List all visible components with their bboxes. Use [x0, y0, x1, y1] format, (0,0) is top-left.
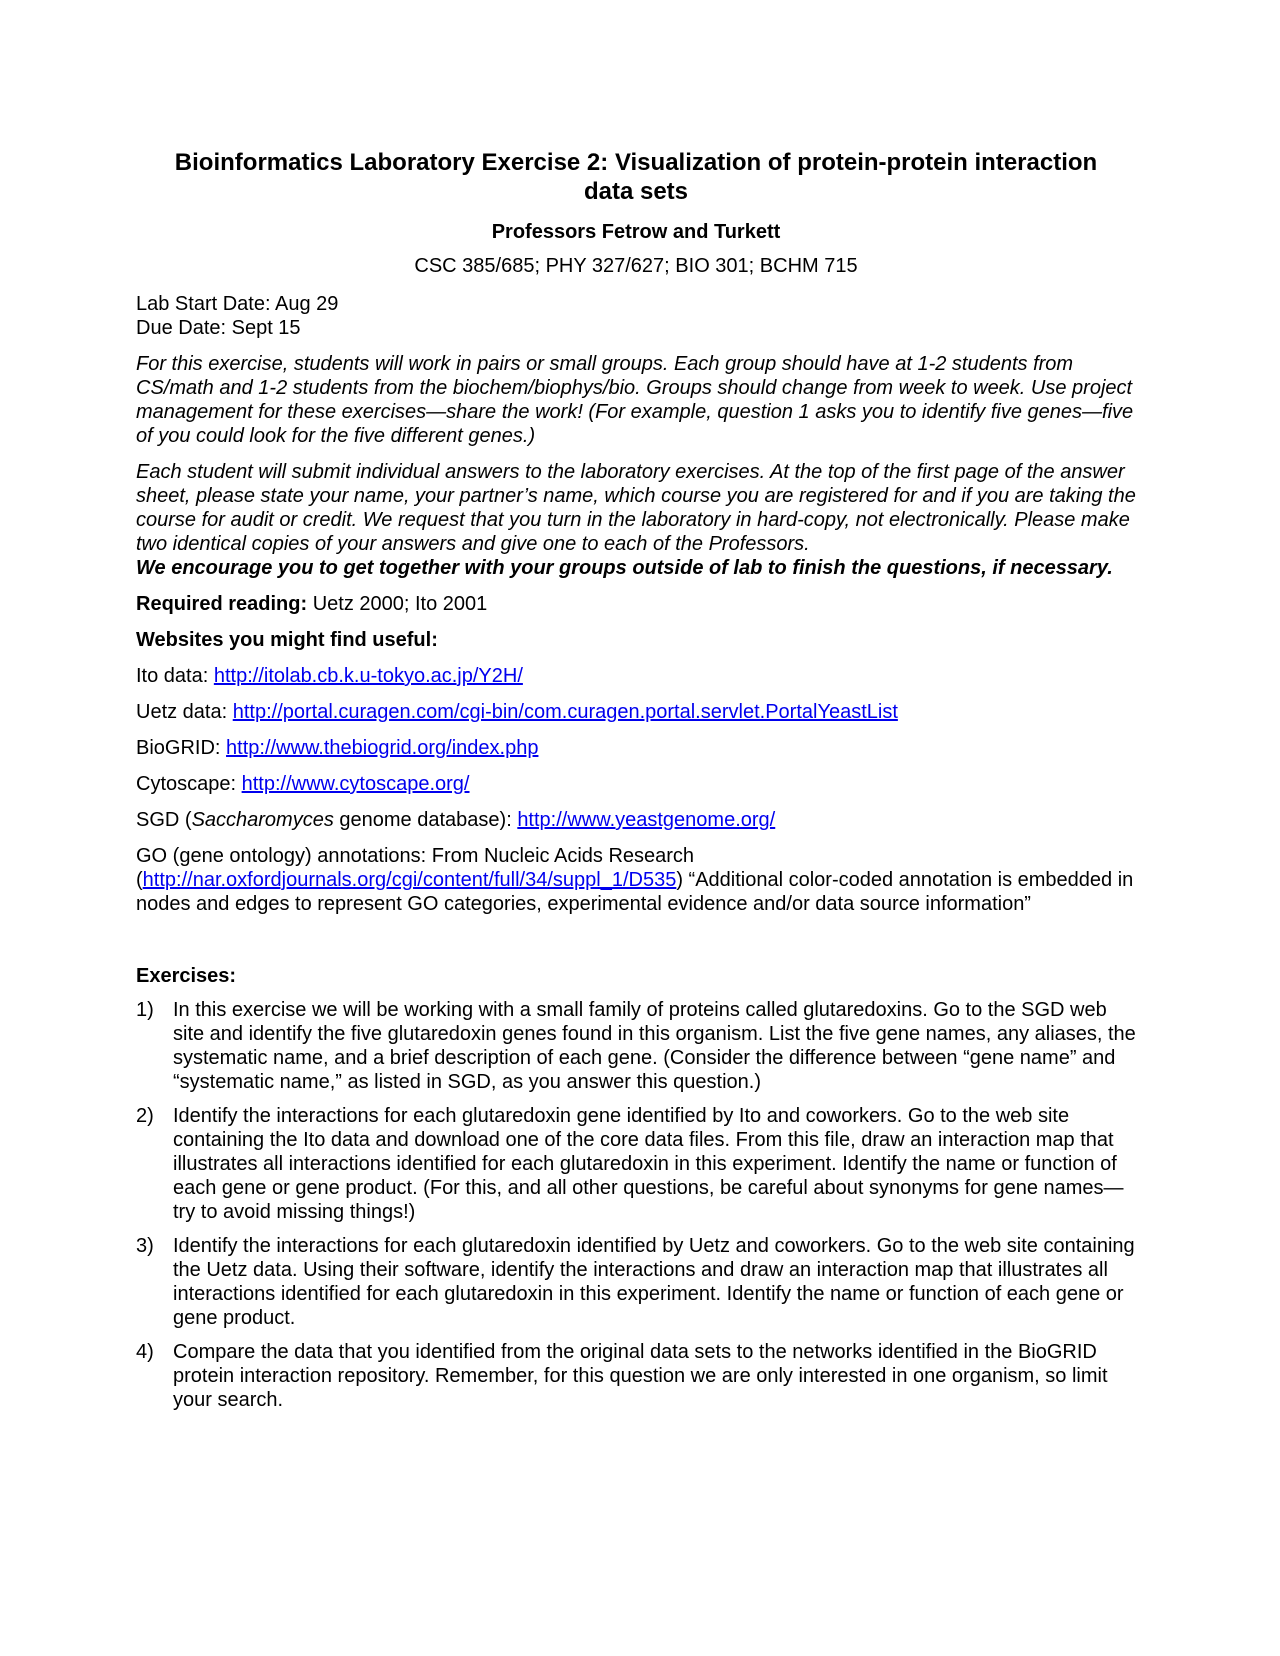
required-reading-label: Required reading:: [136, 593, 308, 615]
sgd-label-post: genome database):: [333, 809, 518, 831]
submission-text: Each student will submit individual answers to the laboratory exercises. At the top of the first page of the answer sheet, please state your name, your partner’s name, which course you are registered for and if you are taking the course for audit or credit. We request that you turn in the laboratory in hard-copy, not electronically. Please make two identical copies of your answers and give one to each of the Professors.: [136, 461, 1136, 555]
ito-link[interactable]: http://itolab.cb.k.u-tokyo.ac.jp/Y2H/: [213, 665, 523, 687]
cytoscape-site: [136, 772, 1136, 796]
sgd-site: [136, 808, 1136, 832]
biogrid-link[interactable]: http://www.thebiogrid.org/index.php: [226, 737, 539, 759]
required-reading: [136, 592, 1136, 616]
groups-paragraph: For this exercise, students will work in pairs or small groups. Each group should have at 1-2 students from CS/math and 1-2 students from the biochem/biophys/bio. Groups should change from week to week. Use project management for these exercises—share the work! (For example, question 1 asks you to identify five genes—five of you could look for the five different genes.): [136, 353, 1134, 447]
ito-label: Ito data:: [136, 665, 214, 687]
exercises-heading: Exercises:: [136, 965, 237, 987]
biogrid-site: [136, 736, 1136, 760]
biogrid-label: BioGRID:: [136, 737, 227, 759]
uetz-site: [136, 700, 1136, 724]
exercise-item: [136, 998, 1136, 1094]
title-line-1: Bioinformatics Laboratory Exercise 2: Visualization of protein-protein interaction: [174, 149, 1098, 176]
encourage-text: We encourage you to get together with your groups outside of lab to finish the questions, if necessary.: [136, 557, 1113, 579]
exercise-number: 4): [136, 1341, 154, 1363]
submission-paragraph: [136, 460, 1136, 580]
exercise-number: 1): [136, 999, 154, 1021]
ito-site: [136, 664, 1136, 688]
go-line-1: GO (gene ontology) annotations: From Nucleic Acids Research: [136, 845, 695, 867]
exercise-text: Compare the data that you identified from the original data sets to the networks identified in the BioGRID protein interaction repository. Remember, for this question we are only interested in one organism, so limit your search.: [173, 1341, 1108, 1411]
lab-dates: [136, 292, 1136, 340]
authors-line: Professors Fetrow and Turkett: [491, 221, 781, 243]
required-reading-value: Uetz 2000; Ito 2001: [307, 593, 488, 615]
sgd-link[interactable]: http://www.yeastgenome.org/: [517, 809, 776, 831]
exercise-number: 3): [136, 1235, 154, 1257]
lab-start-date: Lab Start Date: Aug 29: [136, 293, 339, 315]
uetz-label: Uetz data:: [136, 701, 233, 723]
cytoscape-label: Cytoscape:: [136, 773, 242, 795]
exercise-item: [136, 1340, 1136, 1412]
sgd-label-pre: SGD (: [136, 809, 192, 831]
go-annotations: [136, 844, 1136, 916]
go-link[interactable]: http://nar.oxfordjournals.org/cgi/content/full/34/suppl_1/D535: [142, 869, 677, 891]
exercise-number: 2): [136, 1105, 154, 1127]
uetz-link[interactable]: http://portal.curagen.com/cgi-bin/com.curagen.portal.servlet.PortalYeastList: [232, 701, 898, 723]
go-description: ) “Additional color-coded annotation is embedded in nodes and edges to represent GO categories, experimental evidence and/or data source information”: [136, 869, 1134, 915]
due-date: Due Date: Sept 15: [136, 317, 301, 339]
exercise-text: Identify the interactions for each glutaredoxin identified by Uetz and coworkers. Go to the web site containing the Uetz data. Using their software, identify the interactions and draw an interaction map that illustrates all interactions identified for each glutaredoxin in this experiment. Identify the name or function of each gene or gene product.: [173, 1235, 1135, 1329]
title-line-2: data sets: [583, 178, 689, 205]
course-codes: CSC 385/685; PHY 327/627; BIO 301; BCHM 715: [414, 255, 858, 277]
go-paren-open: (: [136, 869, 143, 891]
document-title: [136, 148, 1136, 206]
exercise-list: [136, 998, 1136, 1412]
websites-heading: Websites you might find useful:: [136, 629, 438, 651]
sgd-label-italic: Saccharomyces: [191, 809, 334, 831]
cytoscape-link[interactable]: http://www.cytoscape.org/: [241, 773, 470, 795]
exercise-item: [136, 1104, 1136, 1224]
exercise-text: In this exercise we will be working with a small family of proteins called glutaredoxins. Go to the SGD web site and identify the five glutaredoxin genes found in this organism. List the five gene names, any aliases, the systematic name, and a brief description of each gene. (Consider the difference between “gene name” and “systematic name,” as listed in SGD, as you answer this question.): [173, 999, 1136, 1093]
document-page: [136, 148, 1136, 1412]
exercise-text: Identify the interactions for each glutaredoxin gene identified by Ito and coworkers. Go to the web site containing the Ito data and download one of the core data files. From this file, draw an interaction map that illustrates all interactions identified for each glutaredoxin in this experiment. Identify the name or function of each gene or gene product. (For this, and all other questions, be careful about synonyms for gene names—try to avoid missing things!): [173, 1105, 1124, 1223]
exercise-item: [136, 1234, 1136, 1330]
